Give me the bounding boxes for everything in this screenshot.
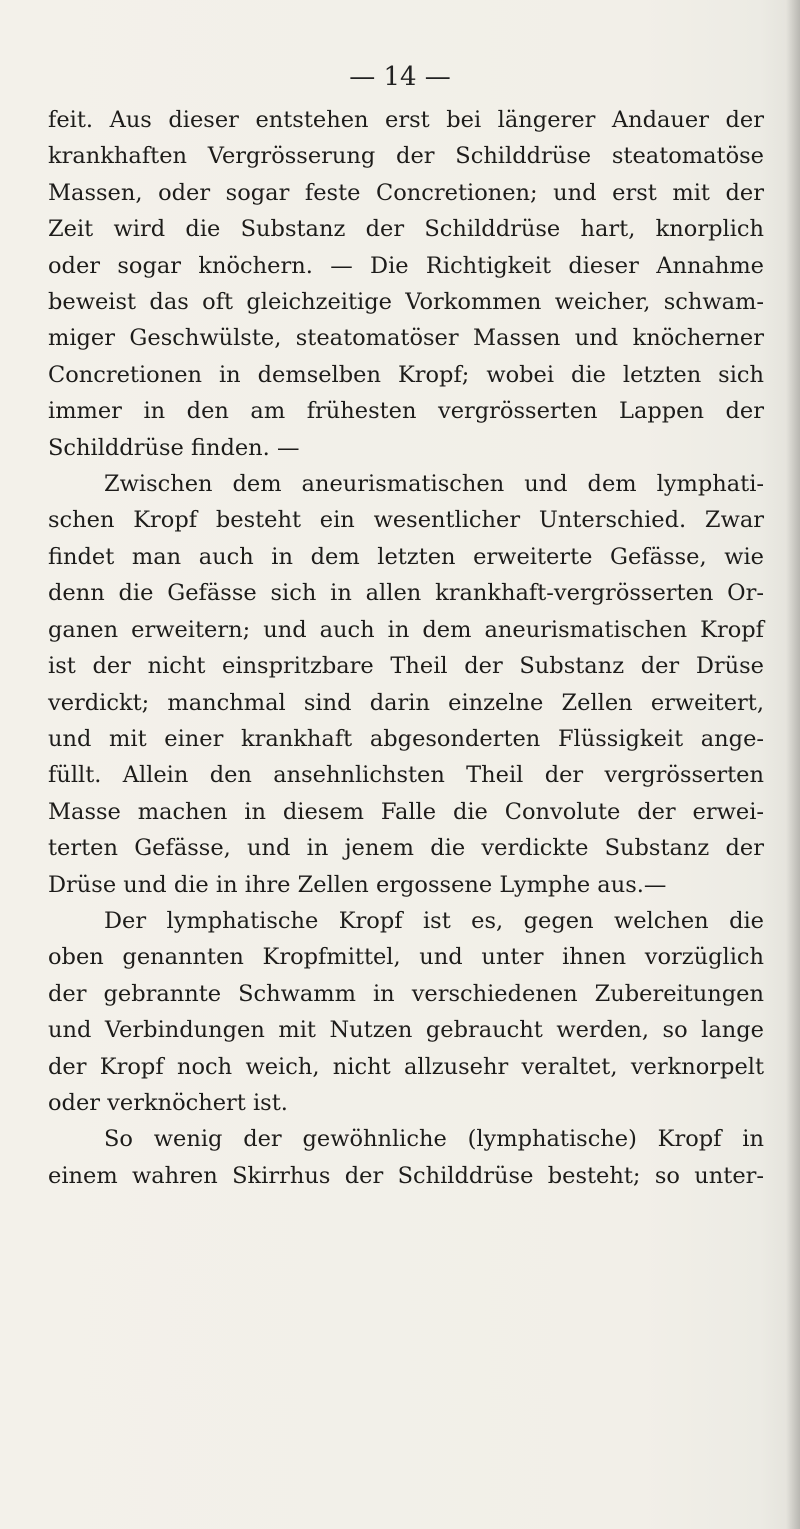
text-line: So wenig der gewöhnliche (lymphatische) Kropf in (104, 1126, 764, 1153)
text-line: miger Geschwülste, steatomatöser Massen und knöcherner (48, 325, 764, 352)
page-edge-shadow (786, 0, 800, 1529)
text-line: denn die Gefässe sich in allen krankhaft-vergrösserten Or- (48, 580, 764, 607)
text-line: terten Gefässe, und in jenem die verdickte Substanz der (48, 835, 764, 862)
text-line: immer in den am frühesten vergrösserten Lappen der (48, 398, 764, 425)
text-line: Concretionen in demselben Kropf; wobei die letzten sich (48, 361, 764, 388)
text-line: oder sogar knöchern. — Die Richtigkeit dieser Annahme (48, 252, 764, 279)
text-line: und Verbindungen mit Nutzen gebraucht werden, so lange (48, 1017, 764, 1044)
text-line: verdickt; manchmal sind darin einzelne Zellen erweitert, (48, 689, 764, 716)
text-line: einem wahren Skirrhus der Schilddrüse besteht; so unter- (48, 1162, 764, 1189)
text-line: füllt. Allein den ansehnlichsten Theil der vergrösserten (48, 762, 764, 789)
text-line: der gebrannte Schwamm in verschiedenen Zubereitungen (48, 980, 764, 1007)
text-line: Zwischen dem aneurismatischen und dem lymphati- (104, 471, 764, 498)
body-text (48, 102, 764, 1194)
text-line: ganen erweitern; und auch in dem aneurismatischen Kropf (48, 616, 764, 643)
text-line: Drüse und die in ihre Zellen ergossene Lymphe aus.— (48, 871, 667, 898)
text-line: oder verknöchert ist. (48, 1089, 288, 1116)
text-line: oben genannten Kropfmittel, und unter ihnen vorzüglich (48, 944, 764, 971)
text-line: Zeit wird die Substanz der Schilddrüse hart, knorplich (48, 216, 764, 243)
text-line: schen Kropf besteht ein wesentlicher Unterschied. Zwar (48, 507, 764, 534)
text-line: der Kropf noch weich, nicht allzusehr veraltet, verknorpelt (48, 1053, 764, 1080)
text-line: Schilddrüse finden. — (48, 434, 300, 461)
page-number: — 14 — (349, 62, 451, 92)
text-line: Masse machen in diesem Falle die Convolute der erwei- (48, 798, 764, 825)
text-line: beweist das oft gleichzeitige Vorkommen weicher, schwam- (48, 289, 764, 316)
text-line: findet man auch in dem letzten erweiterte Gefässe, wie (48, 543, 764, 570)
text-line: Der lymphatische Kropf ist es, gegen welchen die (104, 907, 764, 934)
text-line: feit. Aus dieser entstehen erst bei längerer Andauer der (48, 107, 764, 133)
text-line: ist der nicht einspritzbare Theil der Substanz der Drüse (48, 653, 764, 680)
text-line: und mit einer krankhaft abgesonderten Flüssigkeit ange- (48, 725, 764, 752)
text-line: krankhaften Vergrösserung der Schilddrüse steatomatöse (48, 143, 764, 170)
text-line: Massen, oder sogar feste Concretionen; und erst mit der (48, 179, 764, 206)
